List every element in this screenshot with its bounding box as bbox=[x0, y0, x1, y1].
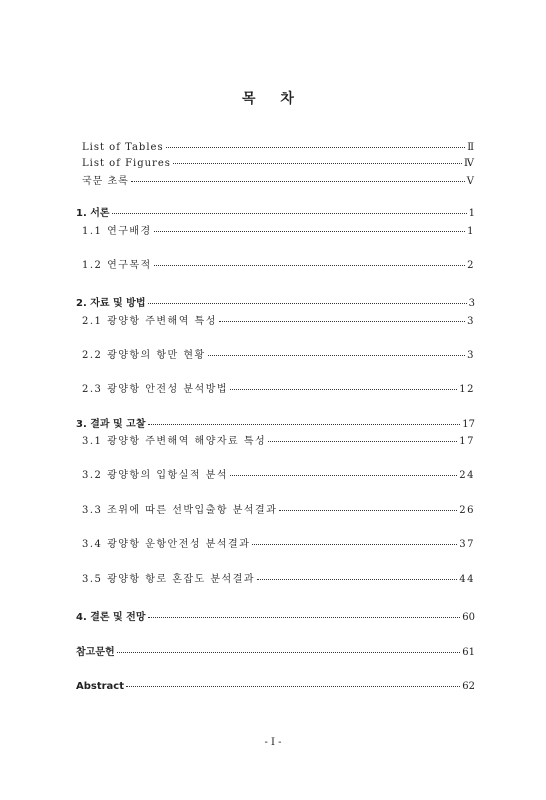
toc-entry-label: 3.3 조위에 따른 선박입출항 분석결과 bbox=[82, 505, 278, 516]
dot-leader bbox=[166, 147, 466, 148]
toc-entry-3-5[interactable] bbox=[76, 574, 475, 586]
toc-entry-label: 3.5 광양항 항로 혼잡도 분석결과 bbox=[82, 574, 256, 585]
dot-leader bbox=[112, 213, 467, 214]
page-number-footer: - Ⅰ - bbox=[264, 737, 282, 748]
toc-entry-page: 2 bbox=[467, 260, 475, 271]
dot-leader bbox=[252, 544, 457, 545]
toc-entry-page: 62 bbox=[462, 681, 475, 692]
toc-entry-label: 3.4 광양항 운항안전성 분석결과 bbox=[82, 539, 251, 550]
toc-entry-page: 24 bbox=[459, 470, 475, 481]
dot-leader bbox=[230, 475, 457, 476]
toc-entry-page: 37 bbox=[459, 539, 475, 550]
toc-entry-page: 1 bbox=[468, 208, 475, 219]
dot-leader bbox=[279, 510, 457, 511]
toc-entry-label: 4. 결론 및 전망 bbox=[76, 612, 146, 623]
toc-entry-chapter-4[interactable] bbox=[76, 612, 475, 624]
toc-entry-2-1[interactable] bbox=[76, 316, 475, 328]
dot-leader bbox=[117, 652, 461, 653]
toc-entry-label: List of Figures bbox=[82, 158, 171, 169]
toc-entry-label: 1.2 연구목적 bbox=[82, 260, 152, 271]
dot-leader bbox=[148, 303, 467, 304]
toc-entry-label: 참고문헌 bbox=[76, 647, 115, 658]
toc-entry-label: 3.2 광양항의 입항실적 분석 bbox=[82, 470, 229, 481]
toc-entry-page: Ⅳ bbox=[464, 158, 475, 169]
toc-entry-label: Abstract bbox=[76, 681, 125, 692]
toc-entry-label: 2.3 광양항 안전성 분석방법 bbox=[82, 384, 229, 395]
toc-entry-1-2[interactable] bbox=[76, 260, 475, 272]
toc-entry-page: Ⅴ bbox=[466, 176, 475, 187]
toc-entry-page: 26 bbox=[459, 505, 475, 516]
dot-leader bbox=[154, 231, 465, 232]
toc-entry-page: 17 bbox=[459, 436, 475, 447]
toc-entry-label: 2.1 광양항 주변해역 특성 bbox=[82, 316, 217, 327]
toc-entry-page: 3 bbox=[467, 350, 475, 361]
toc-entry-3-3[interactable] bbox=[76, 505, 475, 517]
toc-entry-label: 국문 초록 bbox=[82, 176, 129, 187]
toc-entry-3-2[interactable] bbox=[76, 470, 475, 482]
toc-entry-page: 17 bbox=[462, 419, 475, 430]
dot-leader bbox=[126, 686, 460, 687]
toc-entry-label: 2.2 광양항의 항만 현황 bbox=[82, 350, 206, 361]
dot-leader bbox=[208, 355, 465, 356]
toc-entry-list-of-figures[interactable] bbox=[76, 158, 475, 170]
toc-entry-3-4[interactable] bbox=[76, 539, 475, 551]
toc-entry-page: 44 bbox=[459, 574, 475, 585]
toc-entry-label: 1.1 연구배경 bbox=[82, 226, 152, 237]
toc-entry-chapter-1[interactable] bbox=[76, 208, 475, 220]
dot-leader bbox=[230, 389, 457, 390]
toc-entry-1-1[interactable] bbox=[76, 226, 475, 238]
toc-entry-label: 3.1 광양항 주변해역 해양자료 특성 bbox=[82, 436, 267, 447]
toc-entry-label: 1. 서론 bbox=[76, 208, 110, 219]
dot-leader bbox=[154, 265, 465, 266]
toc-entry-page: 3 bbox=[468, 298, 475, 309]
toc-entry-list-of-tables[interactable] bbox=[76, 142, 475, 154]
dot-leader bbox=[148, 617, 461, 618]
toc-entry-page: 61 bbox=[462, 647, 475, 658]
toc-entry-abstract[interactable] bbox=[76, 681, 475, 693]
toc-entry-label: List of Tables bbox=[82, 142, 164, 153]
dot-leader bbox=[219, 321, 465, 322]
toc-entry-label: 3. 결과 및 고찰 bbox=[76, 419, 146, 430]
toc-entry-chapter-2[interactable] bbox=[76, 298, 475, 310]
toc-entry-2-2[interactable] bbox=[76, 350, 475, 362]
toc-entry-3-1[interactable] bbox=[76, 436, 475, 448]
toc-entry-korean-abstract[interactable] bbox=[76, 176, 475, 188]
dot-leader bbox=[268, 441, 457, 442]
toc-entry-chapter-3[interactable] bbox=[76, 419, 475, 431]
toc-entry-label: 2. 자료 및 방법 bbox=[76, 298, 146, 309]
toc-entry-page: 60 bbox=[462, 612, 475, 623]
toc-entry-page: 12 bbox=[459, 384, 475, 395]
dot-leader bbox=[173, 163, 462, 164]
page-title: 목 차 bbox=[242, 91, 304, 107]
toc-entry-references[interactable] bbox=[76, 647, 475, 659]
dot-leader bbox=[257, 579, 457, 580]
toc-entry-page: 3 bbox=[467, 316, 475, 327]
toc-entry-page: 1 bbox=[467, 226, 475, 237]
toc-entry-page: Ⅱ bbox=[467, 142, 475, 153]
toc-entry-2-3[interactable] bbox=[76, 384, 475, 396]
dot-leader bbox=[148, 424, 461, 425]
dot-leader bbox=[131, 181, 465, 182]
